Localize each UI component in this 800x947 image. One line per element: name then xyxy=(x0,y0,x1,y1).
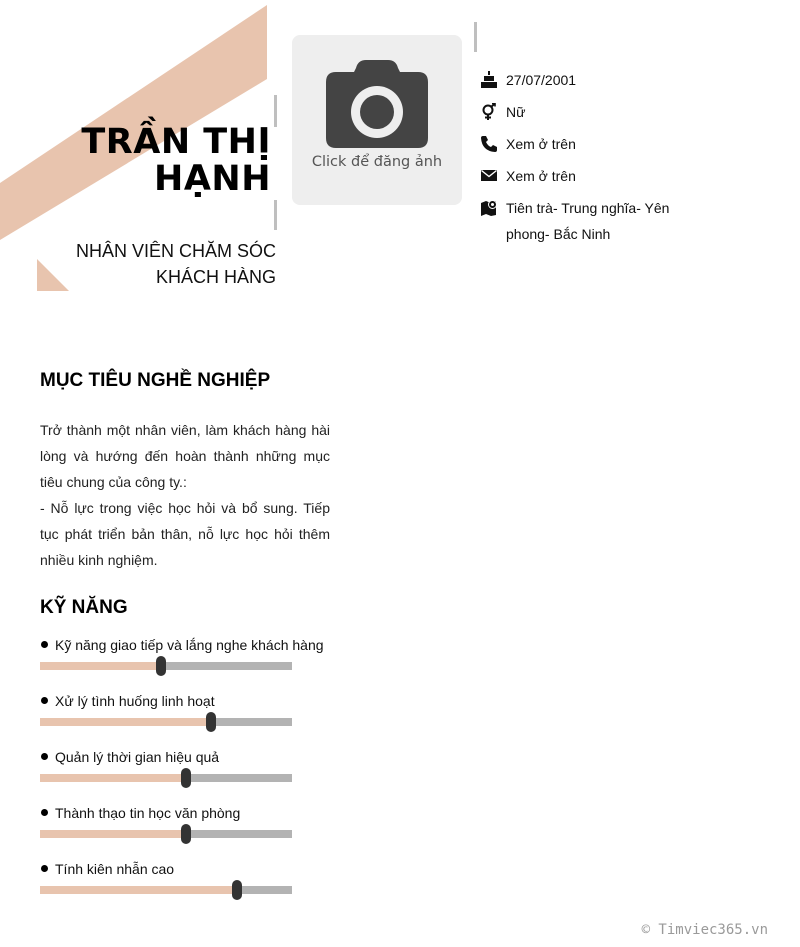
separator-bar xyxy=(474,22,477,52)
separator-bar xyxy=(274,200,277,230)
separator-bar xyxy=(274,95,277,127)
skill-slider-fill xyxy=(40,886,237,894)
skill-slider[interactable] xyxy=(40,830,292,838)
skill-slider-fill xyxy=(40,718,211,726)
address-value[interactable]: Tiên trà- Trung nghĩa- Yên phong- Bắc Ninh xyxy=(506,200,670,242)
skill-name: Quản lý thời gian hiệu quả xyxy=(55,749,220,765)
email-value[interactable]: Xem ở trên xyxy=(506,168,576,184)
skill-slider-handle[interactable] xyxy=(181,768,191,788)
watermark: © Timviec365.vn xyxy=(641,922,768,938)
skill-label xyxy=(40,636,340,654)
skill-slider-handle[interactable] xyxy=(156,656,166,676)
skills-title: KỸ NĂNG xyxy=(40,597,128,618)
email-icon xyxy=(480,167,498,185)
skill-label xyxy=(40,804,340,822)
skill-item xyxy=(40,860,340,878)
skill-slider-handle[interactable] xyxy=(181,824,191,844)
phone-icon xyxy=(480,135,498,153)
skill-item xyxy=(40,692,340,710)
candidate-name[interactable] xyxy=(81,124,271,198)
objective-title: MỤC TIÊU NGHỀ NGHIỆP xyxy=(40,370,271,391)
skill-slider-handle[interactable] xyxy=(232,880,242,900)
bullet-icon xyxy=(41,865,48,872)
job-title[interactable]: NHÂN VIÊN CHĂM SÓC KHÁCH HÀNG xyxy=(75,241,276,287)
photo-caption: Click để đăng ảnh xyxy=(311,154,443,170)
phone-value[interactable]: Xem ở trên xyxy=(506,136,576,152)
skill-name: Thành thạo tin học văn phòng xyxy=(55,805,241,821)
gender-icon xyxy=(480,103,498,121)
objective-text[interactable] xyxy=(40,417,330,573)
skill-slider[interactable] xyxy=(40,774,292,782)
gender-value[interactable]: Nữ xyxy=(506,104,526,120)
skill-item xyxy=(40,804,340,822)
objective-paragraph: Trở thành một nhân viên, làm khách hàng hài lòng và hướng đến hoàn thành những mục tiêu chung của công ty.: xyxy=(40,422,330,490)
skill-slider[interactable] xyxy=(40,718,292,726)
bullet-icon xyxy=(41,753,48,760)
skill-name: Xử lý tình huống linh hoạt xyxy=(55,693,215,709)
name-line-2: HẠNH xyxy=(154,159,271,199)
skill-slider[interactable] xyxy=(40,886,292,894)
skill-slider-fill xyxy=(40,662,161,670)
camera-icon xyxy=(326,60,428,150)
skill-item xyxy=(40,748,340,766)
objective-paragraph: - Nỗ lực trong việc học hỏi và bổ sung. Tiếp tục phát triển bản thân, nỗ lực học hỏi thêm nhiều kinh nghiệm. xyxy=(40,500,330,568)
name-line-1: TRẦN THỊ xyxy=(81,122,271,162)
skill-item xyxy=(40,636,340,654)
skill-name: Kỹ năng giao tiếp và lắng nghe khách hàng xyxy=(55,637,324,653)
skill-label xyxy=(40,692,340,710)
skill-name: Tính kiên nhẫn cao xyxy=(55,861,175,877)
skill-label xyxy=(40,748,340,766)
skill-label xyxy=(40,860,340,878)
photo-upload[interactable] xyxy=(292,35,462,205)
birthday-icon xyxy=(480,71,498,89)
bullet-icon xyxy=(41,697,48,704)
skill-slider[interactable] xyxy=(40,662,292,670)
bullet-icon xyxy=(41,809,48,816)
skill-slider-handle[interactable] xyxy=(206,712,216,732)
location-icon xyxy=(480,199,498,217)
skill-slider-fill xyxy=(40,774,186,782)
birthday-value[interactable]: 27/07/2001 xyxy=(506,72,577,88)
bullet-icon xyxy=(41,641,48,648)
skill-slider-fill xyxy=(40,830,186,838)
